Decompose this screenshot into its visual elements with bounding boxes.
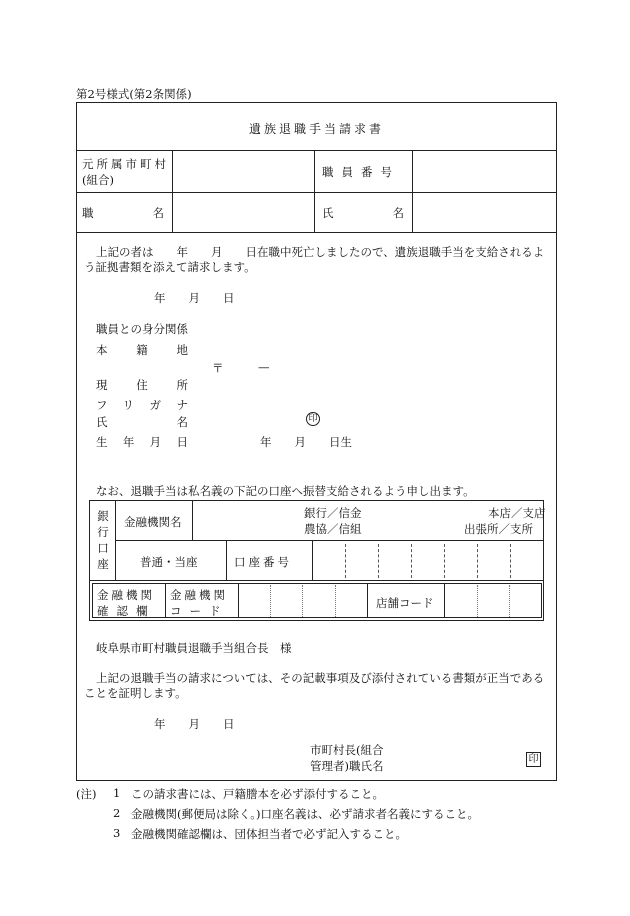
birth-date: 年 月 日生 (260, 435, 352, 449)
request-text-2: う証拠書類を添えて請求します。 (84, 260, 256, 274)
note-1-num: 1 (113, 786, 121, 800)
branch-code-field[interactable] (445, 584, 541, 617)
bank-type-2: 農協／信組 (304, 522, 362, 536)
code-label-1: 金融機関 (170, 588, 228, 602)
account-type-label[interactable]: 普通・当座 (140, 555, 198, 569)
former-affiliation-sub: (組合) (82, 173, 114, 187)
seal-icon: 印 (306, 412, 320, 426)
confirm-label-1: 金融機関 (97, 588, 155, 602)
institution-code-field[interactable] (239, 584, 367, 617)
postal-dash: — (258, 360, 270, 374)
certify-text-1: 上記の退職手当の請求については、その記載事項及び添付されている書類が正当である (96, 671, 545, 685)
note-2-text: 金融機関(郵便局は除く。)口座名義は、必ず請求者名義にすること。 (131, 807, 479, 821)
account-number-field[interactable] (313, 541, 543, 579)
addressee: 岐阜県市町村職員退職手当組合長 様 (96, 641, 292, 655)
code-label-2: コード (170, 604, 229, 618)
institution-name-label: 金融機関名 (124, 515, 182, 529)
position-label: 職名 (82, 206, 164, 220)
name-field[interactable] (413, 193, 556, 231)
relationship-label: 職員との身分関係 (96, 322, 188, 336)
certify-text-2: ことを証明します。 (84, 686, 187, 700)
furigana-label: フリガナ (96, 398, 188, 412)
employee-number-label: 職員番号 (322, 165, 400, 179)
mayor-label-1: 市町村長(組合 (310, 743, 384, 757)
bank-notice: なお、退職手当は私名義の下記の口座へ振替支給されるよう申し出ます。 (96, 484, 475, 498)
domicile-label: 本籍地 (96, 343, 188, 357)
branch-type-1: 本店／支店 (488, 506, 546, 520)
confirm-label-2: 確認欄 (97, 604, 156, 618)
branch-type-2: 出張所／支所 (464, 522, 533, 536)
request-text-1: 上記の者は 年 月 日在職中死亡しましたので、遺族退職手当を支給されるよ (96, 245, 545, 259)
branch-code-label: 店舗コード (376, 596, 434, 610)
claimant-name-label: 氏名 (96, 415, 188, 429)
form-title: 遺族退職手当請求書 (248, 122, 384, 136)
address-label: 現住所 (96, 378, 188, 392)
former-affiliation-field[interactable] (173, 151, 313, 191)
position-field[interactable] (173, 193, 313, 231)
note-1-text: この請求書には、戸籍謄本を必ず添付すること。 (131, 787, 384, 801)
bank-account-label: 銀行口座 (97, 509, 109, 571)
mayor-seal-icon: 印 (526, 752, 541, 767)
certify-date: 年 月 日 (154, 717, 235, 731)
former-affiliation-label: 元所属市町村 (82, 157, 169, 171)
note-3-text: 金融機関確認欄は、団体担当者で必ず記入すること。 (131, 827, 407, 841)
employee-number-field[interactable] (413, 151, 556, 191)
bank-type-1: 銀行／信金 (304, 506, 362, 520)
note-3-num: 3 (113, 826, 121, 840)
note-2-num: 2 (113, 806, 121, 820)
postal-mark: 〒 (212, 361, 224, 375)
mayor-label-2: 管理者)職氏名 (310, 759, 384, 773)
form-number: 第2号様式(第2条関係) (76, 87, 192, 101)
birth-label: 生年月日 (96, 435, 188, 449)
notes-label: (注) (76, 787, 97, 801)
request-date: 年 月 日 (154, 291, 235, 305)
account-number-label: 口座番号 (234, 555, 292, 569)
name-label: 氏名 (322, 206, 404, 220)
